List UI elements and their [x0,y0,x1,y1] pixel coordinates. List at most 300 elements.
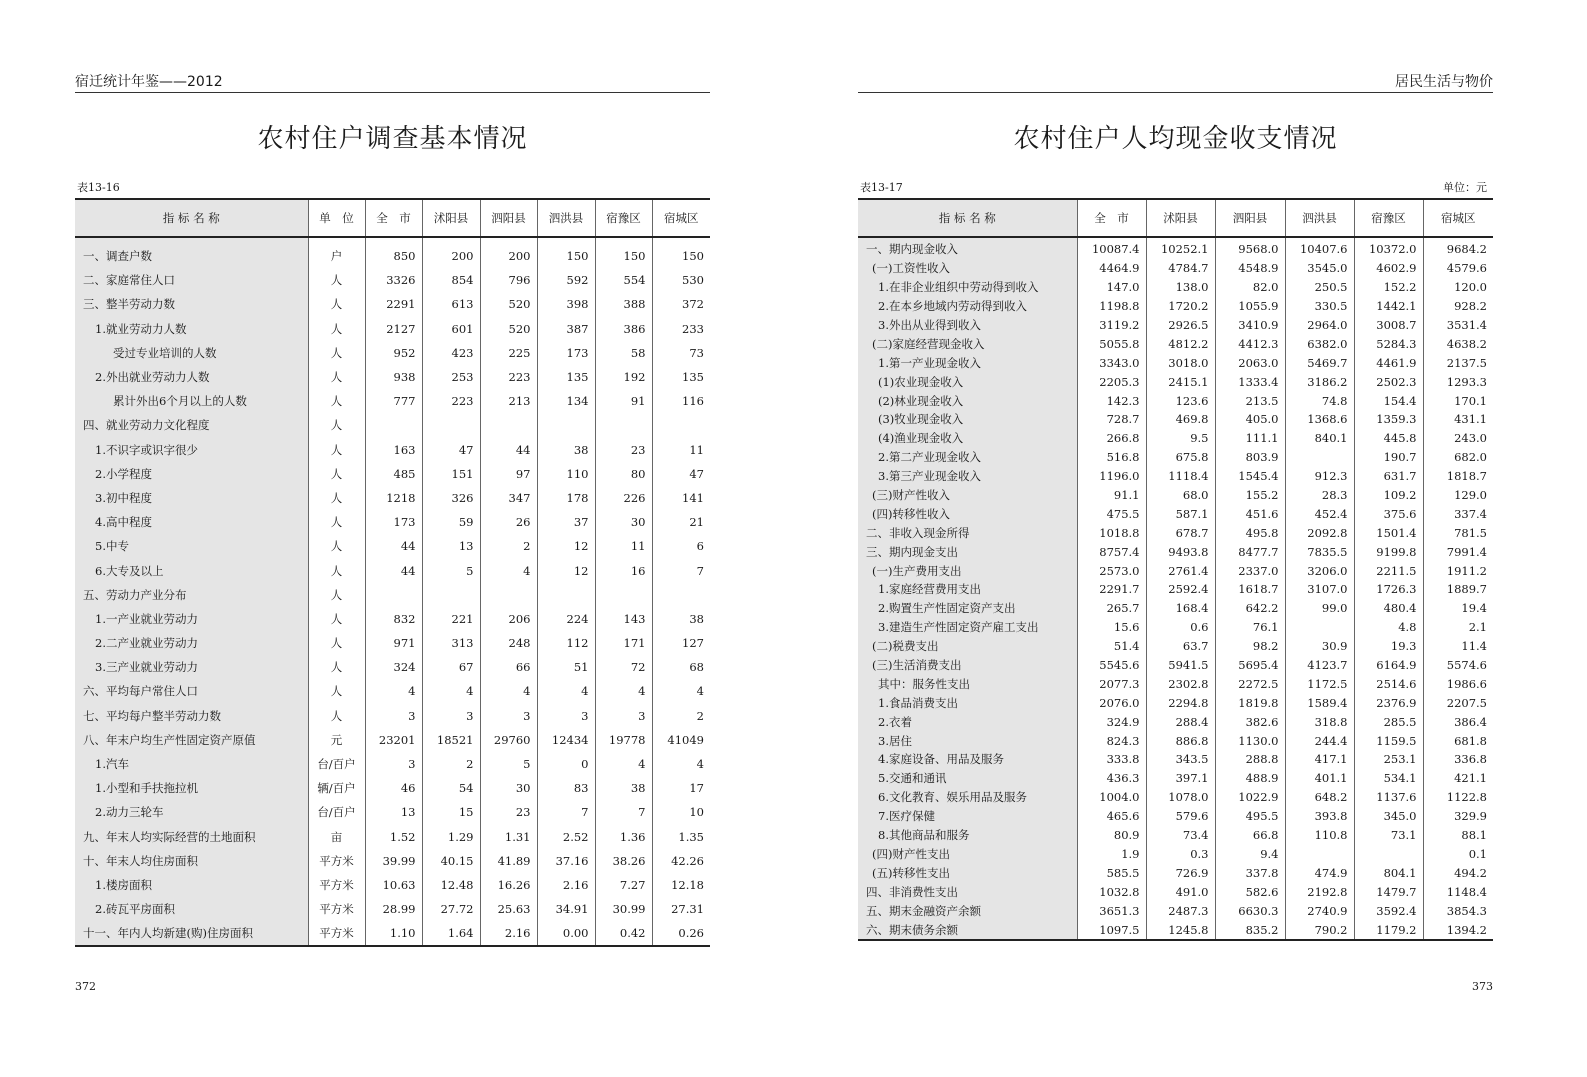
table-row [75,317,710,341]
value-cell: 405.0 [1215,410,1285,429]
value-cell: 854 [422,268,480,292]
value-cell: 91 [595,389,652,413]
value-cell: 4 [652,752,710,776]
value-cell: 170.1 [1423,391,1493,410]
value-cell: 226 [595,486,652,510]
table-row [858,731,1493,750]
table-row [75,341,710,365]
value-cell: 330.5 [1285,297,1354,316]
value-cell: 73.1 [1354,826,1423,845]
table-row [75,583,710,607]
value-cell: 2573.0 [1077,561,1146,580]
value-cell: 1.9 [1077,845,1146,864]
value-cell: 83 [537,776,595,800]
value-cell: 2192.8 [1285,882,1354,901]
row-label: 1.就业劳动力人数 [75,317,308,341]
value-cell: 192 [595,365,652,389]
table-row [858,845,1493,864]
unit-cell: 亩 [308,825,365,849]
value-cell: 474.9 [1285,863,1354,882]
value-cell: 398 [537,292,595,316]
column-header: 泗阳县 [480,199,537,237]
value-cell: 80.9 [1077,826,1146,845]
value-cell: 2.16 [480,921,537,946]
survey-basic-table [75,198,710,947]
value-cell: 579.6 [1146,807,1215,826]
value-cell: 530 [652,268,710,292]
value-cell: 7 [652,558,710,582]
value-cell: 1018.8 [1077,523,1146,542]
value-cell: 223 [480,365,537,389]
value-cell: 585.5 [1077,863,1146,882]
value-cell: 13 [365,800,422,824]
table-row [858,353,1493,372]
value-cell: 3018.0 [1146,353,1215,372]
value-cell: 4464.9 [1077,259,1146,278]
value-cell: 82.0 [1215,278,1285,297]
row-label: (五)转移性支出 [858,863,1077,882]
table-row [858,807,1493,826]
value-cell: 803.9 [1215,448,1285,467]
value-cell: 74.8 [1285,391,1354,410]
value-cell: 34.91 [537,897,595,921]
value-cell: 520 [480,292,537,316]
value-cell: 336.8 [1423,750,1493,769]
row-label: 其中：服务性支出 [858,674,1077,693]
row-label: 2.砖瓦平房面积 [75,897,308,921]
value-cell: 2926.5 [1146,316,1215,335]
row-label: (一)工资性收入 [858,259,1077,278]
value-cell: 243.0 [1423,429,1493,448]
value-cell: 10.63 [365,873,422,897]
row-label: 3.初中程度 [75,486,308,510]
unit-cell: 人 [308,704,365,728]
value-cell: 253.1 [1354,750,1423,769]
value-cell: 587.1 [1146,504,1215,523]
cash-income-expenditure-table [858,198,1493,941]
value-cell: 18521 [422,728,480,752]
value-cell: 30 [480,776,537,800]
value-cell: 3 [365,704,422,728]
value-cell: 152.2 [1354,278,1423,297]
value-cell: 206 [480,607,537,631]
page-title: 农村住户人均现金收支情况 [1013,124,1338,154]
value-cell: 3343.0 [1077,353,1146,372]
row-label: 2.衣着 [858,712,1077,731]
value-cell: 516.8 [1077,448,1146,467]
value-cell: 1986.6 [1423,674,1493,693]
column-header: 沭阳县 [422,199,480,237]
value-cell: 13 [422,534,480,558]
value-cell: 2514.6 [1354,674,1423,693]
value-cell: 110 [537,462,595,486]
value-cell: 1479.7 [1354,882,1423,901]
value-cell: 224 [537,607,595,631]
table-row [858,656,1493,675]
value-cell: 68.0 [1146,486,1215,505]
table-row [858,863,1493,882]
table-row [75,607,710,631]
value-cell: 265.7 [1077,599,1146,618]
table-row [75,921,710,946]
value-cell: 423 [422,341,480,365]
value-cell: 329.9 [1423,807,1493,826]
row-label: 十、年末人均住房面积 [75,849,308,873]
row-label: 四、非消费性支出 [858,882,1077,901]
row-label: 4.家庭设备、用品及服务 [858,750,1077,769]
value-cell: 2137.5 [1423,353,1493,372]
value-cell: 337.8 [1215,863,1285,882]
value-cell: 97 [480,462,537,486]
value-cell: 27.72 [422,897,480,921]
value-cell: 88.1 [1423,826,1493,845]
column-header: 泗阳县 [1215,199,1285,237]
value-cell: 26 [480,510,537,534]
row-label: 三、期内现金支出 [858,542,1077,561]
value-cell: 98.2 [1215,637,1285,656]
value-cell: 111.1 [1215,429,1285,448]
value-cell: 726.9 [1146,863,1215,882]
row-label: 八、年末户均生产性固定资产原值 [75,728,308,752]
value-cell: 47 [422,438,480,462]
value-cell [1285,618,1354,637]
value-cell: 150 [595,237,652,268]
value-cell: 163 [365,438,422,462]
unit-cell: 人 [308,365,365,389]
row-label: 5.交通和通讯 [858,769,1077,788]
row-label: 3.第三产业现金收入 [858,467,1077,486]
value-cell: 200 [422,237,480,268]
table-row [75,849,710,873]
value-cell: 4 [652,679,710,703]
value-cell: 135 [652,365,710,389]
value-cell [537,413,595,437]
value-cell: 147.0 [1077,278,1146,297]
value-cell: 47 [652,462,710,486]
value-cell: 2 [652,704,710,728]
value-cell: 19778 [595,728,652,752]
value-cell: 29760 [480,728,537,752]
value-cell: 46 [365,776,422,800]
table-row [75,365,710,389]
table-row [75,413,710,437]
row-label: 4.高中程度 [75,510,308,534]
value-cell: 324 [365,655,422,679]
value-cell: 388 [595,292,652,316]
value-cell: 648.2 [1285,788,1354,807]
value-cell: 16 [595,558,652,582]
value-cell: 681.8 [1423,731,1493,750]
value-cell: 28.3 [1285,486,1354,505]
value-cell: 1818.7 [1423,467,1493,486]
value-cell [422,583,480,607]
value-cell: 2761.4 [1146,561,1215,580]
value-cell: 3 [537,704,595,728]
row-label: (一)生产费用支出 [858,561,1077,580]
row-label: (三)财产性收入 [858,486,1077,505]
value-cell: 790.2 [1285,920,1354,940]
value-cell: 9684.2 [1423,237,1493,259]
value-cell: 223 [422,389,480,413]
value-cell: 928.2 [1423,297,1493,316]
value-cell: 288.4 [1146,712,1215,731]
value-cell: 30 [595,510,652,534]
row-label: 十一、年内人均新建(购)住房面积 [75,921,308,946]
value-cell: 51 [537,655,595,679]
table-row [75,292,710,316]
value-cell: 642.2 [1215,599,1285,618]
row-label: 1.家庭经营费用支出 [858,580,1077,599]
value-cell: 15 [422,800,480,824]
value-cell: 68 [652,655,710,679]
value-cell: 1172.5 [1285,674,1354,693]
value-cell: 99.0 [1285,599,1354,618]
row-label: 一、调查户数 [75,237,308,268]
row-label: 五、期末金融资产余额 [858,901,1077,920]
row-label: (2)林业现金收入 [858,391,1077,410]
table-row [75,237,710,268]
unit-cell: 人 [308,655,365,679]
value-cell: 27.31 [652,897,710,921]
value-cell: 66.8 [1215,826,1285,845]
value-cell: 4784.7 [1146,259,1215,278]
value-cell: 824.3 [1077,731,1146,750]
value-cell: 12 [537,558,595,582]
table-row [858,637,1493,656]
value-cell: 1148.4 [1423,882,1493,901]
value-cell: 682.0 [1423,448,1493,467]
row-label: 四、就业劳动力文化程度 [75,413,308,437]
value-cell: 73 [652,341,710,365]
unit-cell: 人 [308,510,365,534]
value-cell: 2127 [365,317,422,341]
running-head-text: 居民生活与物价 [1395,74,1493,90]
value-cell: 178 [537,486,595,510]
value-cell: 4 [595,679,652,703]
value-cell [1285,448,1354,467]
table-row [858,674,1493,693]
value-cell: 7 [595,800,652,824]
value-cell: 225 [480,341,537,365]
value-cell: 40.15 [422,849,480,873]
table-row [75,679,710,703]
table-row [858,882,1493,901]
row-label: 三、整半劳动力数 [75,292,308,316]
value-cell: 2291 [365,292,422,316]
value-cell: 1911.2 [1423,561,1493,580]
value-cell: 73.4 [1146,826,1215,845]
value-cell: 393.8 [1285,807,1354,826]
value-cell: 2376.9 [1354,693,1423,712]
value-cell: 3531.4 [1423,316,1493,335]
column-header: 泗洪县 [537,199,595,237]
value-cell: 2092.8 [1285,523,1354,542]
table-row [858,237,1493,259]
value-cell: 2076.0 [1077,693,1146,712]
value-cell: 1130.0 [1215,731,1285,750]
value-cell: 1889.7 [1423,580,1493,599]
table-row [858,316,1493,335]
value-cell: 1293.3 [1423,372,1493,391]
row-label: 8.其他商品和服务 [858,826,1077,845]
unit-cell: 台/百户 [308,752,365,776]
value-cell: 5 [422,558,480,582]
table-row [858,712,1493,731]
value-cell: 2302.8 [1146,674,1215,693]
value-cell: 520 [480,317,537,341]
value-cell: 397.1 [1146,769,1215,788]
value-cell: 2740.9 [1285,901,1354,920]
value-cell: 469.8 [1146,410,1215,429]
value-cell: 1055.9 [1215,297,1285,316]
row-label: 1.第一产业现金收入 [858,353,1077,372]
table-row [75,873,710,897]
table-row [858,599,1493,618]
value-cell: 2487.3 [1146,901,1215,920]
table-row [858,901,1493,920]
row-label: 累计外出6个月以上的人数 [75,389,308,413]
row-label: 2.二产业就业劳动力 [75,631,308,655]
row-label: 2.第二产业现金收入 [858,448,1077,467]
value-cell: 221 [422,607,480,631]
value-cell: 4 [422,679,480,703]
value-cell: 850 [365,237,422,268]
value-cell: 534.1 [1354,769,1423,788]
value-cell: 485 [365,462,422,486]
value-cell: 0.00 [537,921,595,946]
value-cell: 613 [422,292,480,316]
row-label: 1.一产业就业劳动力 [75,607,308,631]
value-cell: 129.0 [1423,486,1493,505]
value-cell: 2205.3 [1077,372,1146,391]
row-label: 7.医疗保健 [858,807,1077,826]
value-cell: 313 [422,631,480,655]
table-row [858,920,1493,940]
value-cell: 109.2 [1354,486,1423,505]
value-cell: 1589.4 [1285,693,1354,712]
value-cell: 23 [480,800,537,824]
table-row [75,462,710,486]
unit-cell: 人 [308,413,365,437]
table-row [858,693,1493,712]
value-cell: 25.63 [480,897,537,921]
value-cell: 5574.6 [1423,656,1493,675]
value-cell: 155.2 [1215,486,1285,505]
value-cell: 1.52 [365,825,422,849]
value-cell: 781.5 [1423,523,1493,542]
value-cell [652,413,710,437]
value-cell: 1245.8 [1146,920,1215,940]
value-cell: 0.42 [595,921,652,946]
row-label: 受过专业培训的人数 [75,341,308,365]
value-cell [595,583,652,607]
value-cell: 37.16 [537,849,595,873]
value-cell: 1359.3 [1354,410,1423,429]
running-head [75,74,710,93]
column-header: 单 位 [308,199,365,237]
column-header: 宿城区 [652,199,710,237]
value-cell: 168.4 [1146,599,1215,618]
table-row [858,448,1493,467]
row-label: 二、非收入现金所得 [858,523,1077,542]
value-cell: 135 [537,365,595,389]
value-cell: 80 [595,462,652,486]
value-cell: 333.8 [1077,750,1146,769]
value-cell: 2077.3 [1077,674,1146,693]
table-row [858,561,1493,580]
table-number: 表13-17 [860,181,903,194]
unit-cell: 平方米 [308,921,365,946]
table-header-row [75,199,710,237]
value-cell: 452.4 [1285,504,1354,523]
value-cell: 120.0 [1423,278,1493,297]
value-cell: 1618.7 [1215,580,1285,599]
column-header: 沭阳县 [1146,199,1215,237]
table-row [75,776,710,800]
value-cell: 30.9 [1285,637,1354,656]
value-cell: 3410.9 [1215,316,1285,335]
value-cell: 0.3 [1146,845,1215,864]
value-cell: 2415.1 [1146,372,1215,391]
unit-cell: 户 [308,237,365,268]
table-row [858,618,1493,637]
value-cell: 9568.0 [1215,237,1285,259]
value-cell: 777 [365,389,422,413]
value-cell: 39.99 [365,849,422,873]
row-label: 九、年末人均实际经营的土地面积 [75,825,308,849]
page-number: 372 [75,980,96,993]
value-cell: 5 [480,752,537,776]
value-cell: 5695.4 [1215,656,1285,675]
value-cell: 1218 [365,486,422,510]
value-cell: 3854.3 [1423,901,1493,920]
row-label: 2.在本乡地域内劳动得到收入 [858,297,1077,316]
row-label: 3.建造生产性固定资产雇工支出 [858,618,1077,637]
table-row [858,410,1493,429]
value-cell: 326 [422,486,480,510]
table-row [75,389,710,413]
value-cell: 4812.2 [1146,334,1215,353]
value-cell: 0.6 [1146,618,1215,637]
value-cell: 1.35 [652,825,710,849]
value-cell: 2291.7 [1077,580,1146,599]
value-cell: 134 [537,389,595,413]
value-cell: 266.8 [1077,429,1146,448]
value-cell: 5941.5 [1146,656,1215,675]
value-cell: 675.8 [1146,448,1215,467]
value-cell: 44 [480,438,537,462]
row-label: 1.在非企业组织中劳动得到收入 [858,278,1077,297]
value-cell: 1.29 [422,825,480,849]
value-cell: 3 [422,704,480,728]
value-cell: 142.3 [1077,391,1146,410]
value-cell: 9.5 [1146,429,1215,448]
value-cell: 58 [595,341,652,365]
value-cell: 72 [595,655,652,679]
value-cell: 30.99 [595,897,652,921]
value-cell: 1.10 [365,921,422,946]
value-cell: 10252.1 [1146,237,1215,259]
value-cell: 3545.0 [1285,259,1354,278]
value-cell [537,583,595,607]
value-cell [480,583,537,607]
row-label: 5.中专 [75,534,308,558]
table-row [858,504,1493,523]
table-number: 表13-16 [77,181,120,194]
row-label: (四)财产性支出 [858,845,1077,864]
unit-cell: 人 [308,317,365,341]
table-row [858,788,1493,807]
